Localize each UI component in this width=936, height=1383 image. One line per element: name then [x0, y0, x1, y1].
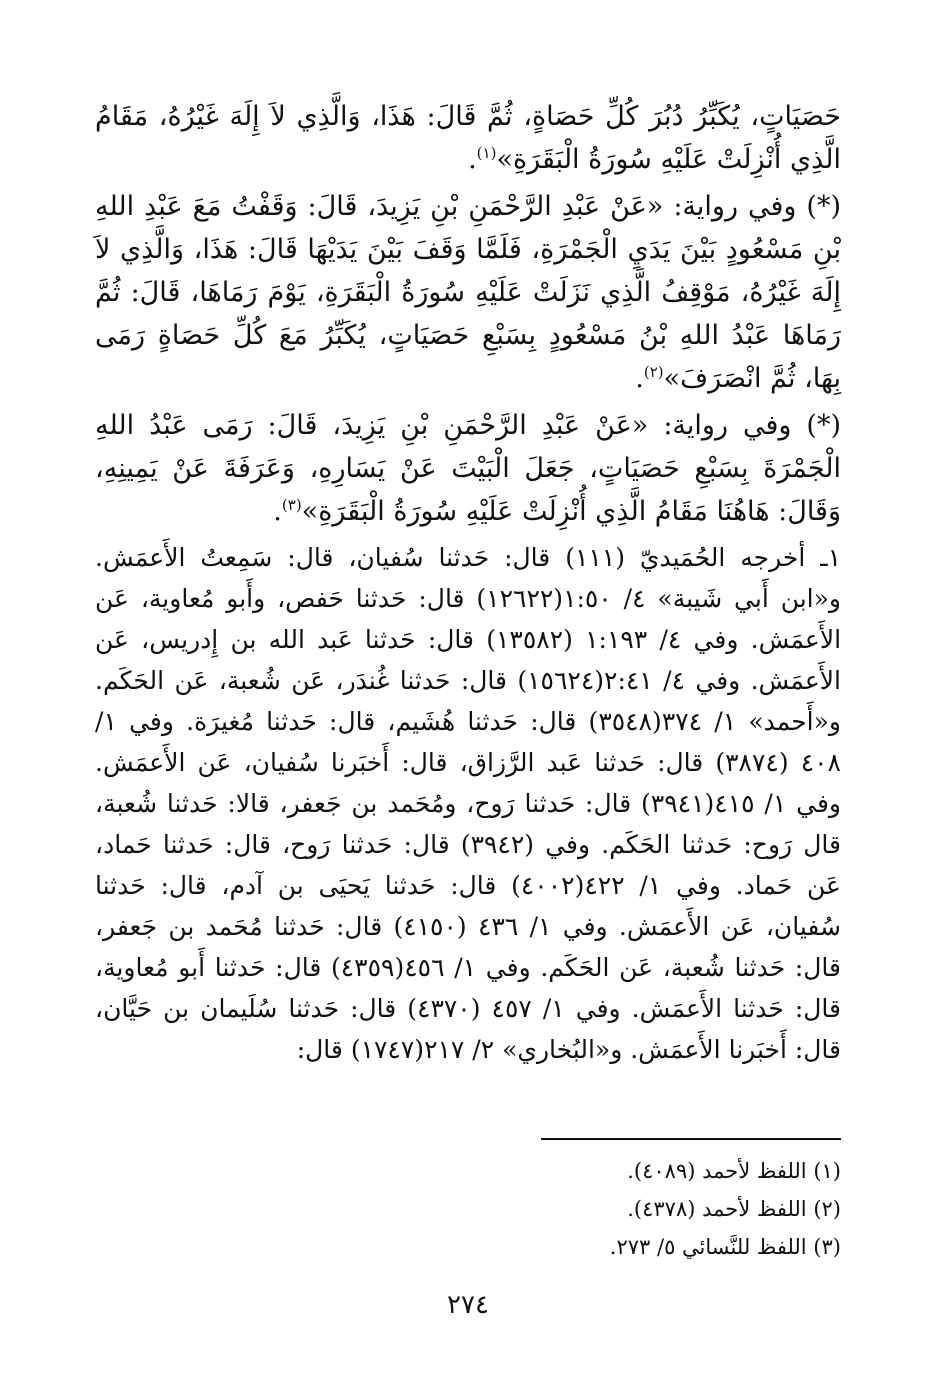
paragraph-text: (*) وفي رواية: «عَنْ عَبْدِ الرَّحْمَنِ بْنِ يَزِيدَ، قَالَ: وَقَفْتُ مَعَ عَبْدِ اللهِ بْنِ مَسْعُودٍ بَيْنَ يَدَيِ الْجَمْرَةِ، فَلَمَّا وَقَفَ بَيْنَ يَدَيْهَا قَالَ: هَذَا، وَالَّذِي لاَ إِلَهَ غَيْرُهُ، مَوْقِفُ الَّذِي نَزَلَتْ عَلَيْهِ سُورَةُ الْبَقَرَةِ، يَوْمَ رَمَاهَا، قَالَ: ثُمَّ رَمَاهَا عَبْدُ اللهِ بْنُ مَسْعُودٍ بِسَبْعِ حَصَيَاتٍ، يُكَبِّرُ مَعَ كُلِّ حَصَاةٍ رَمَى بِهَا، ثُمَّ انْصَرَفَ»: [95, 191, 841, 394]
page-number: ٢٧٤: [447, 1290, 489, 1320]
footnote-ref-3: (٣): [281, 496, 302, 514]
takhrij-paragraph: ١ـ أخرجه الحُمَيديّ (١١١) قال: حَدثنا سُفيان، قال: سَمِعتُ الأَعمَش. و«ابن أَبي شَيبة» ٤/ ١:٥٠(١٢٦٢٢) قال: حَدثنا حَفص، وأَبو مُعاوية، عَن الأَعمَش. وفي ٤/ ١:١٩٣ (١٣٥٨٢) قال: حَدثنا عَبد الله بن إِدريس، عَن الأَعمَش. وفي ٤/ ٢:٤١(١٥٦٢٤) قال: حَدثنا غُندَر، عَن شُعبة، عَن الحَكَم. و«أَحمد» ١/ ٣٧٤(٣٥٤٨) قال: حَدثنا هُشَيم، قال: حَدثنا مُغيرَة. وفي ١/ ٤٠٨ (٣٨٧٤) قال: حَدثنا عَبد الرَّزاق، قال: أَخبَرنا سُفيان، عَن الأَعمَش. وفي ١/ ٤١٥(٣٩٤١) قال: حَدثنا رَوح، ومُحَمد بن جَعفر، قالا: حَدثنا شُعبة، قال رَوح: حَدثنا الحَكَم. وفي (٣٩٤٢) قال: حَدثنا رَوح، قال: حَدثنا حَماد، عَن حَماد. وفي ١/ ٤٢٢(٤٠٠٢) قال: حَدثنا يَحيَى بن آدم، قال: حَدثنا سُفيان، عَن الأَعمَش. وفي ١/ ٤٣٦ (٤١٥٠) قال: حَدثنا مُحَمد بن جَعفر، قال: حَدثنا شُعبة، عَن الحَكَم. وفي ١/ ٤٥٦(٤٣٥٩) قال: حَدثنا أَبو مُعاوية، قال: حَدثنا الأَعمَش. وفي ١/ ٤٥٧ (٤٣٧٠) قال: حَدثنا سُلَيمان بن حَيَّان، قال: أَخبَرنا الأَعمَش. و«البُخاري» ٢/ ٢١٧(١٧٤٧) قال:: [95, 543, 842, 1064]
hadith-paragraph-1: حَصَيَاتٍ، يُكَبِّرُ دُبُرَ كُلِّ حَصَاةٍ، ثُمَّ قَالَ: هَذَا، وَالَّذِي لاَ إِلَهَ غَيْرُهُ، مَقَامُ الَّذِي أُنْزِلَتْ عَلَيْهِ سُورَةُ الْبَقَرَةِ»$^{(١)}$.: [95, 101, 841, 175]
footnote-1: (١) اللفظ لأحمد (٤٠٨٩).: [627, 1159, 841, 1183]
footnote-ref-1: (١): [476, 144, 497, 162]
footnotes: [95, 1152, 841, 1266]
hadith-variant-paragraph-2: (*) وفي رواية: «عَنْ عَبْدِ الرَّحْمَنِ بْنِ يَزِيدَ، قَالَ: وَقَفْتُ مَعَ عَبْدِ اللهِ بْنِ مَسْعُودٍ بَيْنَ يَدَيِ الْجَمْرَةِ، فَلَمَّا وَقَفَ بَيْنَ يَدَيْهَا قَالَ: هَذَا، وَالَّذِي لاَ إِلَهَ غَيْرُهُ، مَوْقِفُ الَّذِي نَزَلَتْ عَلَيْهِ سُورَةُ الْبَقَرَةِ، يَوْمَ رَمَاهَا، قَالَ: ثُمَّ رَمَاهَا عَبْدُ اللهِ بْنُ مَسْعُودٍ بِسَبْعِ حَصَيَاتٍ، يُكَبِّرُ مَعَ كُلِّ حَصَاةٍ رَمَى بِهَا، ثُمَّ انْصَرَفَ»$^{(٢)}$.: [95, 191, 841, 394]
paragraph-text: (*) وفي رواية: «عَنْ عَبْدِ الرَّحْمَنِ بْنِ يَزِيدَ، قَالَ: رَمَى عَبْدُ اللهِ الْجَمْرَةَ بِسَبْعِ حَصَيَاتٍ، جَعَلَ الْبَيْتَ عَنْ يَسَارِهِ، وَعَرَفَةَ عَنْ يَمِينِهِ، وَقَالَ: هَاهُنَا مَقَامُ الَّذِي أُنْزِلَتْ عَلَيْهِ سُورَةُ الْبَقَرَةِ»: [95, 410, 841, 527]
hadith-variant-paragraph-3: (*) وفي رواية: «عَنْ عَبْدِ الرَّحْمَنِ بْنِ يَزِيدَ، قَالَ: رَمَى عَبْدُ اللهِ الْجَمْرَةَ بِسَبْعِ حَصَيَاتٍ، جَعَلَ الْبَيْتَ عَنْ يَسَارِهِ، وَعَرَفَةَ عَنْ يَمِينِهِ، وَقَالَ: هَاهُنَا مَقَامُ الَّذِي أُنْزِلَتْ عَلَيْهِ سُورَةُ الْبَقَرَةِ»$^{(٣)}$.: [95, 410, 841, 527]
footnote-ref-2: (٢): [643, 363, 664, 381]
footnote-divider: [541, 1138, 841, 1140]
footnote-2: (٢) اللفظ لأحمد (٤٣٧٨).: [627, 1197, 841, 1221]
footnote-3: (٣) اللفظ للنَّسائي ٥/ ٢٧٣.: [609, 1235, 841, 1259]
paragraph-text: حَصَيَاتٍ، يُكَبِّرُ دُبُرَ كُلِّ حَصَاةٍ، ثُمَّ قَالَ: هَذَا، وَالَّذِي لاَ إِلَهَ غَيْرُهُ، مَقَامُ الَّذِي أُنْزِلَتْ عَلَيْهِ سُورَةُ الْبَقَرَةِ»: [95, 101, 841, 175]
